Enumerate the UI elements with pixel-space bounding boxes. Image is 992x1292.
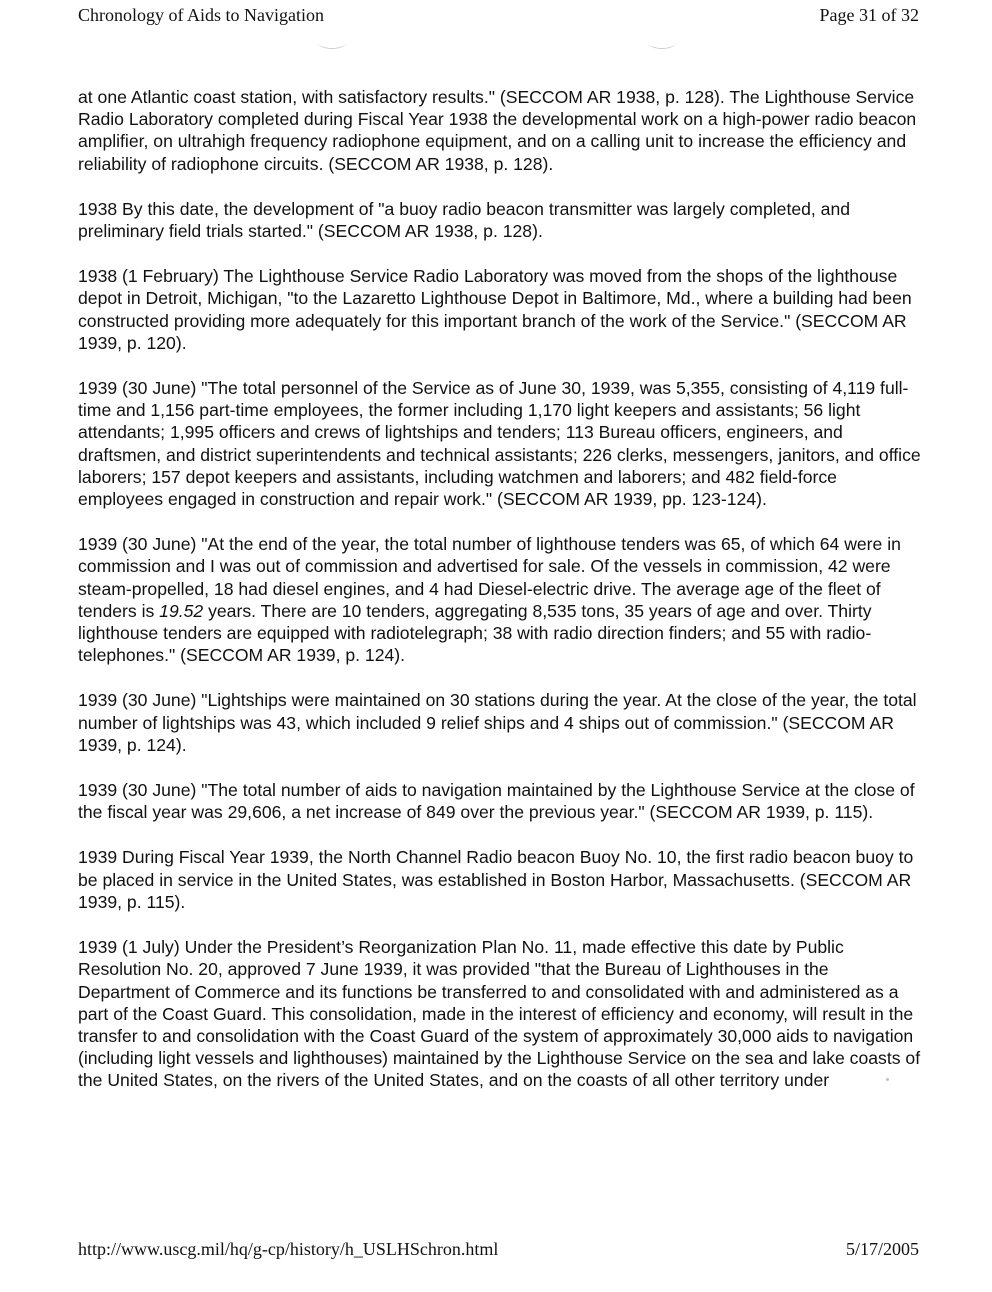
paragraph-tenders [78,533,924,666]
document-body [78,86,924,1115]
paragraph-radio-beacon-buoy: 1939 During Fiscal Year 1939, the North Channel Radio beacon Buoy No. 10, the first radio beacon buoy to be placed in service in the United States, was established in Boston Harbor, Massachusetts. (SECCOM AR 1939, p. 115). [78,847,914,912]
scan-artifact [648,36,676,49]
tenders-text-start: 1939 (30 June) "At the end of the year, the total number of lighthouse tenders was 65, of which 64 were in commission and I was out of commission and advertised for sale. Of the vessels in commission, 42 were steam-propelled, 18 had diesel engines, and 4 had Diesel-electric drive. The average age of the fleet of tenders is [78,534,901,621]
paragraph-laboratory-moved: 1938 (1 February) The Lighthouse Service Radio Laboratory was moved from the shops of the lighthouse depot in Detroit, Michigan, "to the Lazaretto Lighthouse Depot in Baltimore, Md., where a building had been constructed providing more adequately for this important branch of the work of the Service." (SECCOM AR 1939, p. 120). [78,266,912,353]
paragraph-aids-total: 1939 (30 June) "The total number of aids to navigation maintained by the Lighthouse Service at the close of the fiscal year was 29,606, a net increase of 849 over the previous year." (SECCOM AR 1939, p. 115). [78,780,915,823]
paragraph-buoy-transmitter: 1938 By this date, the development of "a buoy radio beacon transmitter was largely completed, and preliminary field trials started." (SECCOM AR 1938, p. 128). [78,198,851,242]
page-header [78,4,919,28]
paragraph-reorganization: 1939 (1 July) Under the President’s Reorganization Plan No. 11, made effective this date by Public Resolution No. 20, approved 7 June 1939, it was provided "that the Bureau of Lighthouses in the Department of Commerce and its functions be transferred to and consolidated with and administered as a part of the Coast Guard. This consolidation, made in the interest of efficiency and economy, will result in the transfer to and consolidation with the Coast Guard of the system of approximately 30,000 aids to navigation (including light vessels and lighthouses) maintained by the Lighthouse Service on the sea and lake coasts of the United States, on the rivers of the United States, and on the coasts of all other territory under [78,937,921,1091]
paragraph-radio-laboratory: at one Atlantic coast station, with satisfactory results." (SECCOM AR 1938, p. 128). The Lighthouse Service Radio Laboratory completed during Fiscal Year 1938 the developmental work on a high-power radio beacon amplifier, on ultrahigh frequency radiophone equipment, and on a calling unit to increase the efficiency and reliability of radiophone circuits. (SECCOM AR 1938, p. 128). [78,87,917,174]
document-title: Chronology of Aids to Navigation [78,5,324,25]
print-date: 5/17/2005 [845,1239,919,1259]
paragraph-lightships: 1939 (30 June) "Lightships were maintained on 30 stations during the year. At the close of the year, the total number of lightships was 43, which included 9 relief ships and 4 ships out of commission." (SECCOM AR 1939, p. 124). [78,690,917,755]
tenders-average-age: 19.52 [159,600,204,621]
scan-speck [886,1078,889,1081]
scan-artifact [318,36,346,49]
page-footer [78,1238,919,1262]
paragraph-personnel: 1939 (30 June) "The total personnel of the Service as of June 30, 1939, was 5,355, consisting of 4,119 full-time and 1,156 part-time employees, the former including 1,170 light keepers and assistants; 56 light attendants; 1,995 officers and crews of lightships and tenders; 113 Bureau officers, engineers, and draftsmen, and district superintendents and technical assistants; 226 clerks, messengers, janitors, and office laborers; 157 depot keepers and assistants, including watchmen and laborers; and 482 field-force employees engaged in construction and repair work." (SECCOM AR 1939, pp. 123-124). [78,378,921,510]
page-number: Page 31 of 32 [819,5,919,25]
tenders-text-end: years. There are 10 tenders, aggregating 8,535 tons, 35 years of age and over. Thirty lighthouse tenders are equipped with radiotelegraph; 38 with radio direction finders; and 55 with radio-telephones." (SECCOM AR 1939, p. 124). [78,600,872,666]
source-url: http://www.uscg.mil/hq/g-cp/history/h_USLHSchron.html [78,1239,499,1259]
